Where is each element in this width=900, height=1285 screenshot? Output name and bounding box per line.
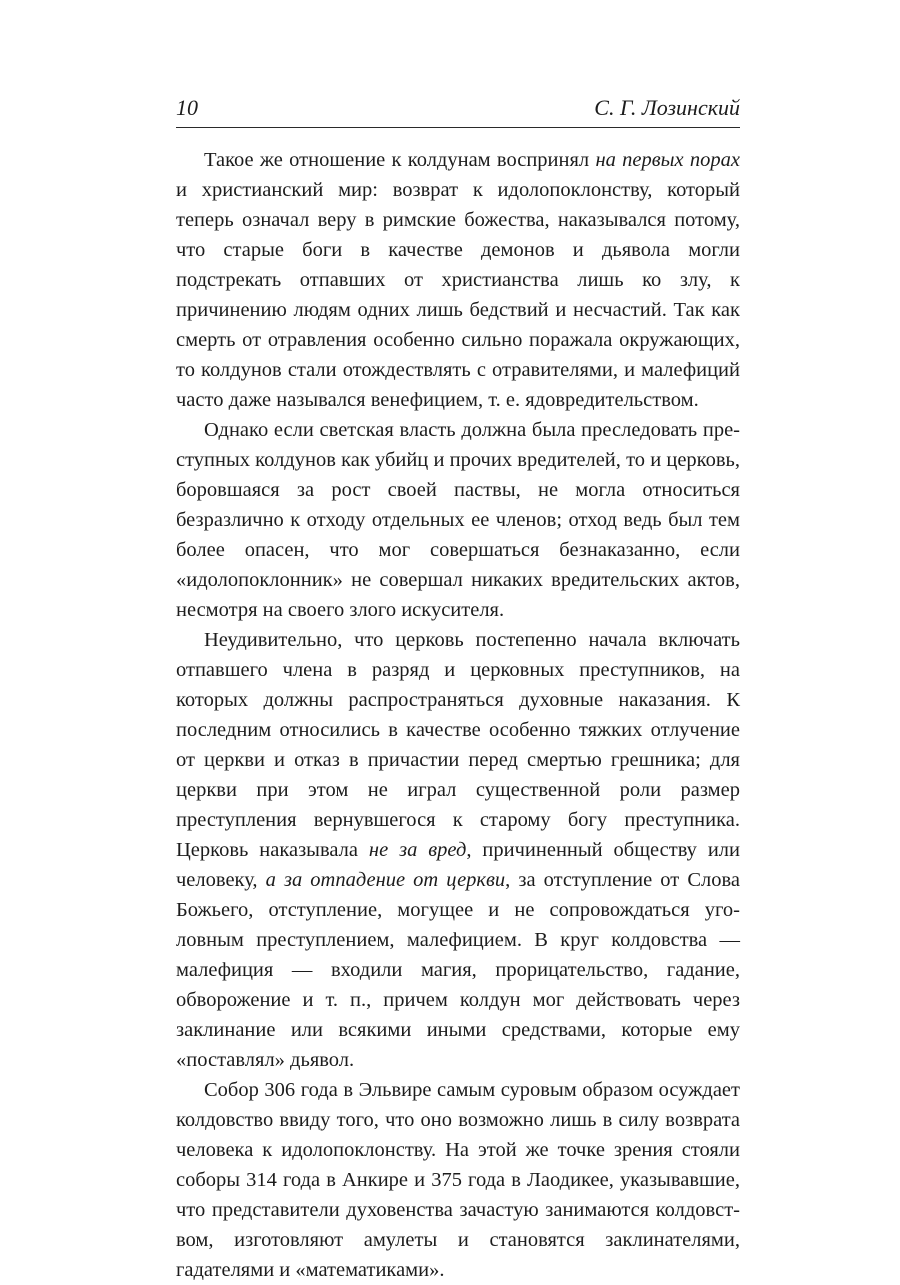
text-run: Неудивительно, что церковь постепенно начала включать отпавшего члена в разряд и церковных преступников, на которых должны распространяться духовные наказания. К последним относились в качестве особенно тяжких отлучение от церкви и отказ в причастии перед смертью грешника; для церкви при этом не играл существенной роли размер преступления вернувшегося к старому богу преступника. Церковь наказывала: [176, 629, 740, 861]
italic-phrase: не за вред: [368, 839, 467, 861]
running-head: [176, 93, 740, 123]
paragraph: [176, 625, 740, 1075]
header-rule: [176, 127, 740, 128]
body-text: [176, 145, 740, 1285]
text-run: , причиненный обществу или человеку,: [176, 839, 741, 891]
text-run: и христианский мир: возврат к идолопоклонству, который теперь означал веру в римские божества, наказывался потому, что старые боги в качестве демонов и дьявола могли подстрекать отпавших от христианства лишь ко злу, к причинению людям одних лишь бедствий и несчастий. Так как смерть от отравления особенно сильно поражала окружающих, то колдунов стали отождествлять с отравителями, и малефиций часто даже назывался венефицием, т. е. ядовредительством.: [176, 179, 740, 411]
text-run: , за отступление от Слова Божьего, отступление, могущее и не сопровождаться уголовным преступлением, малефицием. В круг колдовства — малефиция — входили магия, прорицательство, гадание, обворожение и т. п., причем колдун мог действовать через заклинание или всякими иными средствами, которые ему «поставлял» дьявол.: [176, 869, 740, 1071]
italic-phrase: на первых порах: [595, 149, 740, 171]
text-run: Собор 306 года в Эльвире самым суровым образом осуждает колдовство ввиду того, что оно возможно лишь в силу возврата человека к идолопоклонству. На этой же точке зрения стояли соборы 314 года в Анкире и 375 года в Лаодикее, указывавшие, что представители духовенства зачастую занимаются колдовством, изготовляют амулеты и становятся заклинателями, гадателями и «математиками».: [176, 1079, 740, 1281]
paragraph: [176, 145, 740, 415]
paragraph: [176, 1075, 740, 1285]
italic-phrase: а за отпадение от церкви: [265, 869, 506, 891]
text-run: Однако если светская власть должна была преследовать преступных колдунов как убийц и прочих вредителей, то и церковь, боровшаяся за рост своей паствы, не могла относиться безразлично к отходу отдельных ее членов; отход ведь был тем более опасен, что мог совершаться безнаказанно, если «идолопоклонник» не совершал никаких вредительских актов, несмотря на своего злого искусителя.: [176, 419, 740, 621]
text-run: Такое же отношение к колдунам воспринял: [204, 149, 596, 171]
running-head-author: С. Г. Лозинский: [594, 95, 740, 120]
paragraph: [176, 415, 740, 625]
page-number: 10: [176, 95, 198, 120]
